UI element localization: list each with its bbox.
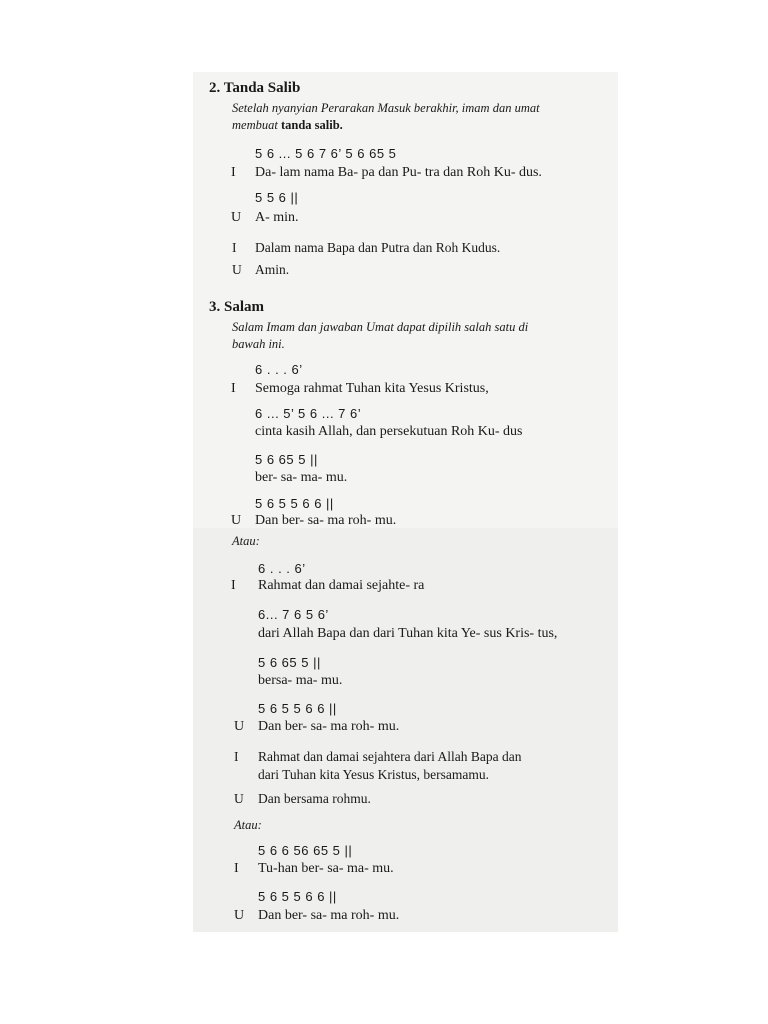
instruction-bold: tanda salib.	[280, 118, 343, 132]
notation-line: 5 6 ... 5 6 7 6’ 5 6 65 5	[255, 146, 397, 161]
lyric-line: dari Allah Bapa dan dari Tuhan kita Ye- sus Kris- tus,	[258, 626, 558, 641]
section-3-instruction-line2: bawah ini.	[232, 337, 285, 351]
notation-line: 5 6 5 5 6 6 ||	[258, 889, 337, 904]
instruction-text: membuat	[232, 118, 281, 132]
lyric-line: Dan ber- sa- ma roh- mu.	[255, 513, 397, 528]
role-label: U	[231, 210, 242, 225]
notation-line: 5 6 65 5 ||	[255, 452, 318, 467]
spoken-text: Amin.	[255, 262, 290, 277]
lyric-line: Rahmat dan damai sejahte- ra	[258, 578, 425, 593]
section-2-instruction-line1: Setelah nyanyian Perarakan Masuk berakhir, imam dan umat	[232, 101, 540, 115]
lyric-line: Semoga rahmat Tuhan kita Yesus Kristus,	[255, 381, 489, 396]
notation-line: 6 ... 5’ 5 6 ... 7 6’	[255, 406, 362, 421]
notation-line: 5 6 65 5 ||	[258, 655, 321, 670]
role-label: U	[232, 262, 242, 277]
spoken-text: Dalam nama Bapa dan Putra dan Roh Kudus.	[255, 240, 501, 255]
spoken-text: Dan bersama rohmu.	[258, 791, 371, 806]
alternative-label: Atau:	[232, 534, 260, 548]
role-label: U	[234, 719, 245, 734]
section-3-instruction-line1: Salam Imam dan jawaban Umat dapat dipilih salah satu di	[232, 320, 529, 334]
role-label: U	[234, 908, 245, 923]
notation-line: 6... 7 6 5 6’	[258, 607, 329, 622]
notation-line: 5 6 6 56 65 5 ||	[258, 843, 353, 858]
role-label: I	[234, 749, 239, 764]
notation-line: 5 6 5 5 6 6 ||	[258, 701, 337, 716]
role-label: I	[234, 861, 239, 876]
spoken-text: Rahmat dan damai sejahtera dari Allah Bapa dan	[258, 749, 522, 764]
role-label: I	[231, 381, 236, 396]
role-label: I	[231, 578, 236, 593]
lyric-line: bersa- ma- mu.	[258, 673, 343, 688]
notation-line: 6 . . . 6’	[255, 362, 303, 377]
lyric-line: Da- lam nama Ba- pa dan Pu- tra dan Roh Ku- dus.	[255, 165, 542, 180]
lyric-line: A- min.	[255, 210, 299, 225]
role-label: I	[231, 165, 236, 180]
lyric-line: Dan ber- sa- ma roh- mu.	[258, 719, 400, 734]
alternative-label: Atau:	[234, 818, 262, 832]
section-2-title: 2. Tanda Salib	[209, 80, 301, 96]
section-3-title: 3. Salam	[209, 299, 265, 315]
role-label: I	[232, 240, 237, 255]
lyric-line: Tu-han ber- sa- ma- mu.	[258, 861, 394, 876]
role-label: U	[234, 791, 244, 806]
lyric-line: Dan ber- sa- ma roh- mu.	[258, 908, 400, 923]
spoken-text: dari Tuhan kita Yesus Kristus, bersamamu.	[258, 767, 490, 782]
notation-line: 6 . . . 6’	[258, 561, 306, 576]
notation-line: 5 6 5 5 6 6 ||	[255, 496, 334, 511]
lyric-line: ber- sa- ma- mu.	[255, 470, 348, 485]
notation-line: 5 5 6 ||	[255, 190, 299, 205]
role-label: U	[231, 513, 242, 528]
lyric-line: cinta kasih Allah, dan persekutuan Roh Ku- dus	[255, 424, 523, 439]
section-2-instruction-line2	[232, 118, 343, 133]
